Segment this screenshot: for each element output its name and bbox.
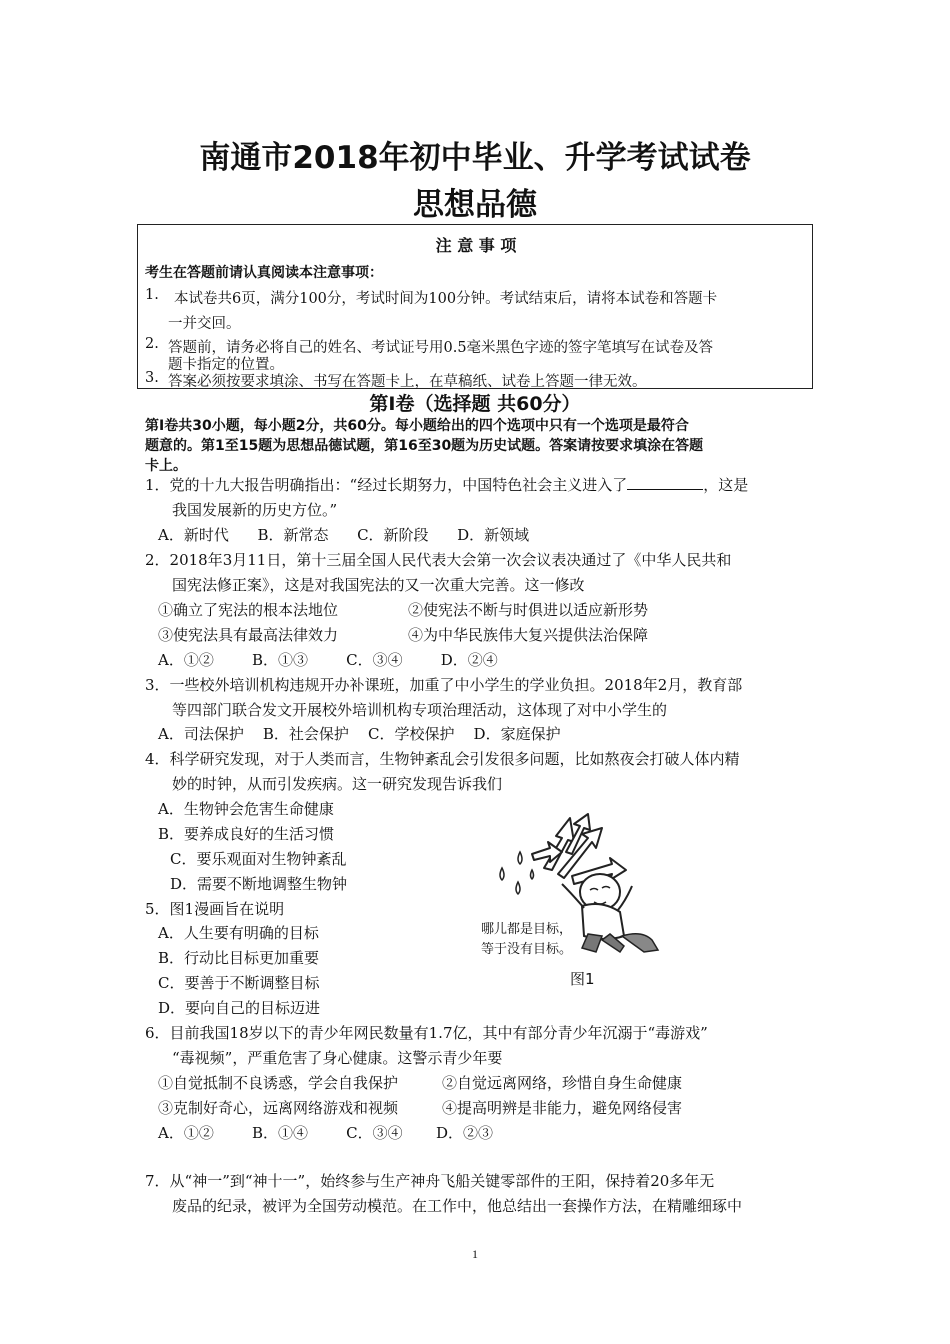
notice-item-2-num: 2. xyxy=(145,336,159,352)
page-title: 南通市2018年初中毕业、升学考试试卷 xyxy=(199,140,751,176)
q5-line1: 5．图1漫画旨在说明 xyxy=(145,900,285,918)
q1-stem-b: ，这是 xyxy=(703,476,749,494)
q6-statement-3: ③克制好奇心，远离网络游戏和视频 xyxy=(158,1099,399,1117)
q6-line2: “毒视频”，严重危害了身心健康。这警示青少年要 xyxy=(172,1049,503,1067)
q2-options: A．①② B．①③ C．③④ D．②④ xyxy=(158,651,498,669)
section-desc-line3: 卡上。 xyxy=(145,458,187,474)
figure-caption-line2: 等于没有目标。 xyxy=(481,942,573,957)
q1-line1 xyxy=(145,474,748,495)
q2-statement-1: ①确立了宪法的根本法地位 xyxy=(158,601,339,619)
q6-statement-1: ①自觉抵制不良诱惑，学会自我保护 xyxy=(158,1074,399,1092)
notice-heading: 注 意 事 项 xyxy=(435,236,517,255)
page-number: 1 xyxy=(472,1247,478,1261)
q6-options: A．①② B．①④ C．③④ D．②③ xyxy=(158,1124,494,1142)
figure-label: 图1 xyxy=(570,970,595,988)
notice-item-1-num: 1. xyxy=(145,287,159,303)
notice-item-1-line2: 一并交回。 xyxy=(168,316,241,332)
section-desc-line1: 第Ⅰ卷共30小题，每小题2分，共60分。每小题给出的四个选项中只有一个选项是最符合 xyxy=(145,418,689,434)
notice-item-2-line2: 题卡指定的位置。 xyxy=(168,357,284,373)
notice-item-3-num: 3. xyxy=(145,370,159,386)
q1-stem-a: 1．党的十九大报告明确指出：“经过长期努力，中国特色社会主义进入了 xyxy=(145,476,628,494)
notice-item-2-line1: 答题前，请务必将自己的姓名、考试证号用0.5毫米黑色字迹的签字笔填写在试卷及答 xyxy=(168,340,714,356)
q4-option-c: C．要乐观面对生物钟紊乱 xyxy=(170,850,347,868)
notice-box xyxy=(137,224,813,389)
notice-item-3-line1: 答案必须按要求填涂、书写在答题卡上，在草稿纸、试卷上答题一律无效。 xyxy=(168,374,647,390)
q4-option-a: A．生物钟会危害生命健康 xyxy=(158,800,334,818)
q1-answer-blank xyxy=(627,475,703,490)
q2-line1: 2．2018年3月11日，第十三届全国人民代表大会第一次会议表决通过了《中华人民共和 xyxy=(145,551,732,569)
q2-statement-3: ③使宪法具有最高法律效力 xyxy=(158,626,339,644)
q1-options: A．新时代 B．新常态 C．新阶段 D．新领域 xyxy=(158,526,530,544)
q7-line1: 7．从“神一”到“神十一”，始终参与生产神舟飞船关键零部件的王阳，保持着20多年无 xyxy=(145,1172,715,1190)
q2-statement-4: ④为中华民族伟大复兴提供法治保障 xyxy=(408,626,649,644)
q3-line2: 等四部门联合发文开展校外培训机构专项治理活动，这体现了对中小学生的 xyxy=(172,701,668,719)
q5-option-c: C．要善于不断调整目标 xyxy=(158,974,320,992)
notice-item-1-line1: 本试卷共6页，满分100分，考试时间为100分钟。考试结束后，请将本试卷和答题卡 xyxy=(174,291,718,307)
notice-intro: 考生在答题前请认真阅读本注意事项： xyxy=(145,265,383,281)
q4-line1: 4．科学研究发现，对于人类而言，生物钟紊乱会引发很多问题，比如熬夜会打破人体内精 xyxy=(145,750,740,768)
q5-option-a: A．人生要有明确的目标 xyxy=(158,924,319,942)
figure-caption-line1: 哪儿都是目标， xyxy=(481,922,573,937)
q5-option-d: D．要向自己的目标迈进 xyxy=(158,999,321,1017)
page-subtitle: 思想品德 xyxy=(413,187,537,223)
q6-line1: 6．目前我国18岁以下的青少年网民数量有1.7亿，其中有部分青少年沉溺于“毒游戏” xyxy=(145,1024,708,1042)
q4-line2: 妙的时钟，从而引发疾病。这一研究发现告诉我们 xyxy=(172,775,503,793)
q2-statement-2: ②使宪法不断与时俱进以适应新形势 xyxy=(408,601,649,619)
q2-line2: 国宪法修正案》，这是对我国宪法的又一次重大完善。这一修改 xyxy=(172,576,585,594)
q6-statement-2: ②自觉远离网络，珍惜自身生命健康 xyxy=(442,1074,683,1092)
q3-line1: 3．一些校外培训机构违规开办补课班，加重了中小学生的学业负担。2018年2月，教育部 xyxy=(145,676,743,694)
q6-statement-4: ④提高明辨是非能力，避免网络侵害 xyxy=(442,1099,683,1117)
section-title: 第Ⅰ卷（选择题 共60分） xyxy=(369,393,581,415)
q7-line2: 废品的纪录，被评为全国劳动模范。在工作中，他总结出一套操作方法，在精雕细琢中 xyxy=(172,1197,743,1215)
q1-line2: 我国发展新的历史方位。” xyxy=(172,501,338,519)
section-desc-line2: 题意的。第1至15题为思想品德试题，第16至30题为历史试题。答案请按要求填涂在答题 xyxy=(145,438,704,454)
q3-options: A．司法保护 B．社会保护 C．学校保护 D．家庭保护 xyxy=(158,725,561,743)
q5-option-b: B．行动比目标更加重要 xyxy=(158,949,320,967)
q4-option-b: B．要养成良好的生活习惯 xyxy=(158,825,335,843)
q4-option-d: D．需要不断地调整生物钟 xyxy=(170,875,348,893)
